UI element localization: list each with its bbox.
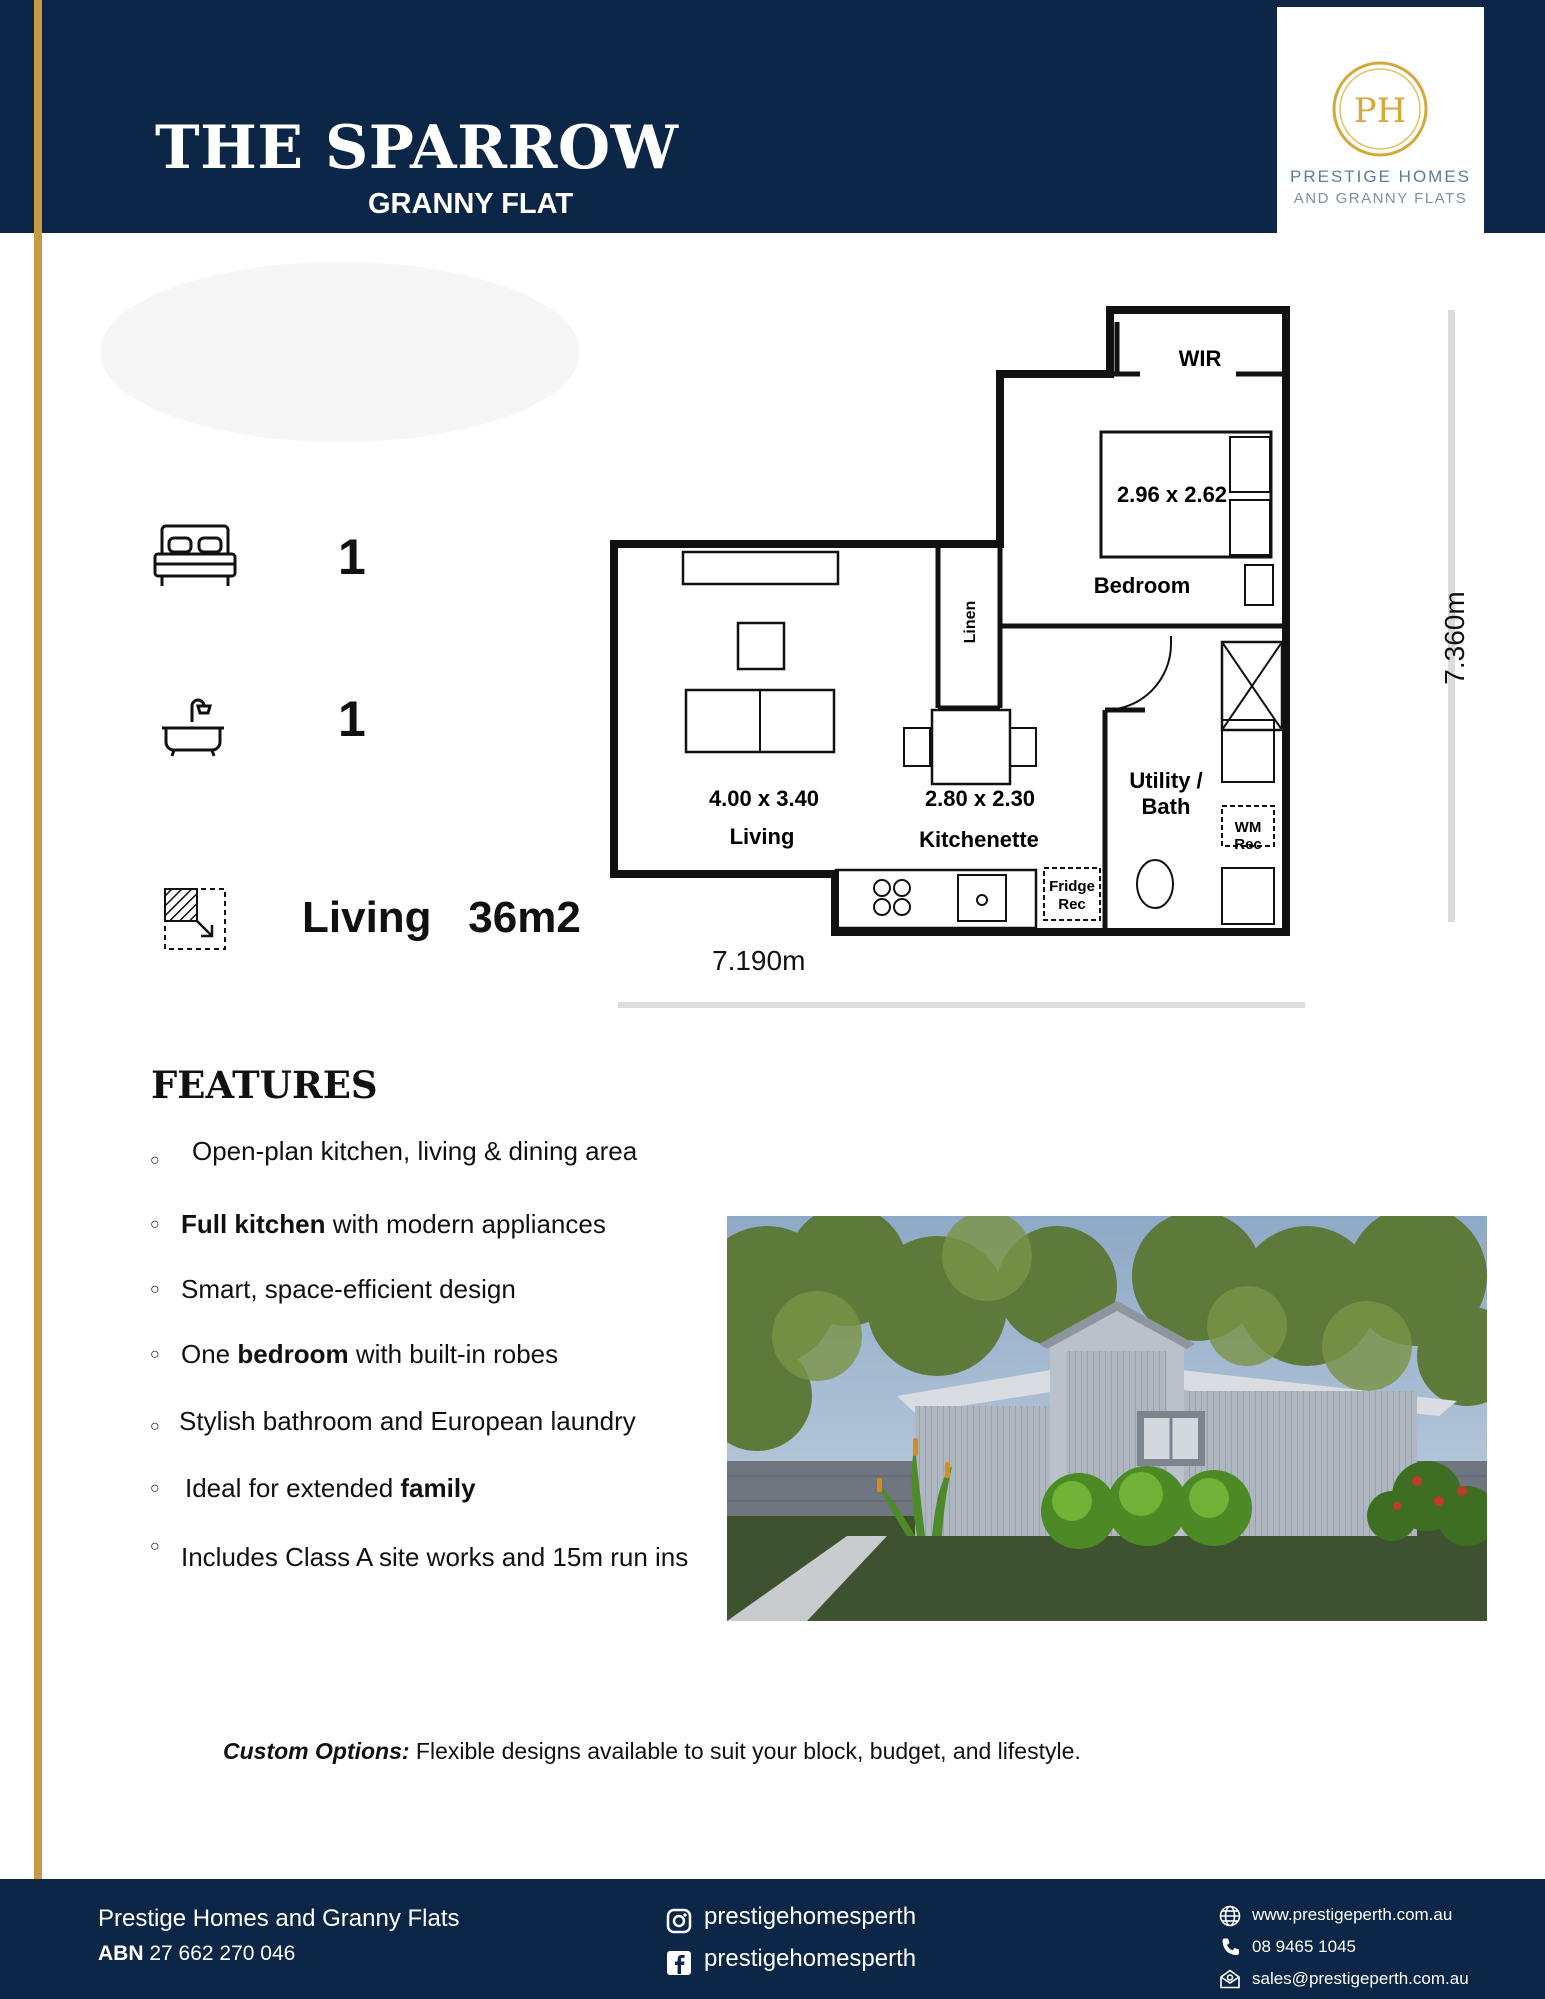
gold-accent-bar [34, 0, 42, 1999]
feature-bold-text: bedroom [237, 1339, 349, 1369]
phone-number[interactable]: 08 9465 1045 [1252, 1937, 1356, 1956]
feature-text: with built-in robes [348, 1339, 559, 1369]
feature-item [181, 1542, 688, 1573]
room-living-size: 4.00 x 3.40 [708, 786, 820, 811]
email-icon [1219, 1969, 1241, 1989]
feature-item [181, 1209, 606, 1240]
feature-text: Open-plan kitchen, living & dining area [192, 1136, 638, 1166]
floor-area-icon [163, 887, 228, 952]
feature-text: with modern appliances [325, 1209, 606, 1239]
width-dimension-line [618, 1002, 1305, 1008]
room-bedroom: Bedroom [1093, 573, 1191, 598]
abn-number: 27 662 270 046 [143, 1942, 296, 1965]
facebook-link[interactable]: prestigehomesperth [704, 1945, 917, 1972]
footer [0, 1879, 1545, 1999]
house-render-image [727, 1216, 1487, 1621]
header-banner [0, 0, 1545, 233]
bathroom-count: 1 [338, 691, 366, 747]
bullet-icon: ○ [150, 1346, 160, 1363]
room-utility-line2: Bath [1141, 794, 1191, 819]
bath-icon [160, 692, 226, 758]
bedroom-count: 1 [338, 529, 366, 585]
custom-options-note [223, 1738, 1081, 1765]
facebook-icon [666, 1950, 692, 1976]
abn-label: ABN [98, 1942, 144, 1965]
room-linen: Linen [962, 600, 979, 644]
custom-options-label: Custom Options: [223, 1738, 410, 1764]
bullet-icon: ○ [150, 1216, 160, 1233]
living-area [302, 893, 581, 943]
room-wm-line2: Rec [1234, 836, 1262, 853]
brand-logo [1277, 7, 1484, 233]
feature-bold-text: family [400, 1473, 476, 1503]
feature-text: Includes Class A site works and 15m run ins [181, 1542, 689, 1572]
room-bedroom-size: 2.96 x 2.62 [1116, 482, 1228, 507]
floor-plan [600, 300, 1300, 950]
feature-item [185, 1473, 476, 1504]
room-kitchen: Kitchenette [919, 827, 1039, 852]
logo-monogram-text: PH [1353, 91, 1407, 131]
page-subtitle: GRANNY FLAT [368, 188, 574, 220]
decorative-blob [100, 262, 580, 442]
feature-item [179, 1406, 636, 1437]
custom-options-text: Flexible designs available to suit your block, budget, and lifestyle. [409, 1738, 1081, 1764]
bullet-icon: ○ [150, 1480, 160, 1497]
room-wm-line1: WM [1234, 819, 1262, 836]
footer-abn [98, 1942, 295, 1966]
website-link[interactable]: www.prestigeperth.com.au [1252, 1905, 1453, 1924]
bullet-icon: ○ [150, 1281, 160, 1298]
feature-item [181, 1274, 516, 1305]
logo-subname: AND GRANNY FLATS [1293, 190, 1468, 207]
bullet-icon: ○ [150, 1538, 160, 1555]
feature-item [192, 1136, 637, 1167]
bullet-icon: ○ [150, 1152, 160, 1169]
room-kitchen-size: 2.80 x 2.30 [924, 786, 1036, 811]
area-label-text: Living [302, 893, 432, 942]
plan-depth: 7.360m [1439, 591, 1470, 685]
instagram-link[interactable]: prestigehomesperth [704, 1903, 917, 1930]
feature-bold-text: Full kitchen [181, 1209, 326, 1239]
room-fridge-line1: Fridge [1049, 878, 1095, 895]
room-utility-line1: Utility / [1129, 768, 1203, 793]
plan-width: 7.190m [712, 945, 806, 976]
feature-item [181, 1339, 558, 1370]
room-living: Living [729, 824, 795, 849]
feature-text: Smart, space-efficient design [181, 1274, 516, 1304]
page-title: THE SPARROW [155, 113, 679, 183]
bullet-icon: ○ [150, 1418, 160, 1435]
room-wir: WIR [1178, 346, 1222, 371]
email-link[interactable]: sales@prestigeperth.com.au [1252, 1969, 1469, 1988]
feature-text: Ideal for extended [185, 1473, 401, 1503]
area-value-text: 36m2 [468, 893, 581, 942]
footer-company-name: Prestige Homes and Granny Flats [98, 1905, 460, 1932]
bed-icon [152, 524, 238, 588]
feature-text: Stylish bathroom and European laundry [179, 1406, 636, 1436]
features-title: FEATURES [151, 1063, 378, 1107]
room-fridge-line2: Rec [1058, 896, 1086, 913]
phone-icon [1220, 1937, 1241, 1958]
logo-monogram-icon [1331, 60, 1429, 158]
globe-icon [1219, 1905, 1241, 1927]
feature-text: One [181, 1339, 238, 1369]
instagram-icon [666, 1908, 692, 1934]
logo-name: PRESTIGE HOMES [1289, 167, 1472, 186]
